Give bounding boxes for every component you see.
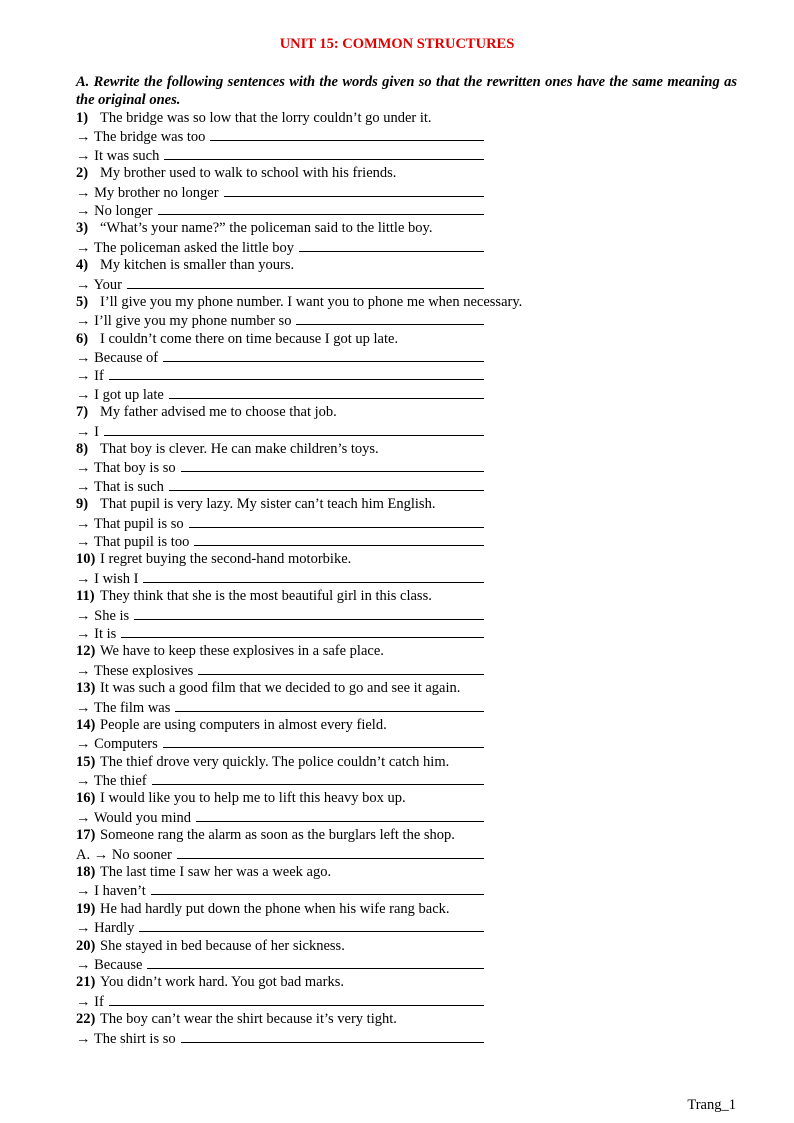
question-number: 7): [76, 404, 89, 421]
question-number: 15): [76, 753, 96, 770]
answer-line: [76, 422, 737, 440]
question-text: The bridge was so low that the lorry couldn’t go under it.: [100, 110, 432, 126]
question-item: [76, 1010, 737, 1028]
answer-line: [76, 238, 737, 256]
question-text: You didn’t work hard. You got bad marks.: [100, 974, 344, 991]
page-footer: Trang_1: [687, 1097, 736, 1113]
answer-line: [76, 808, 737, 826]
question-number: 10): [76, 551, 96, 568]
question-item: [76, 403, 737, 421]
question-item: [76, 753, 737, 771]
question-item: [76, 164, 737, 182]
question-item: [76, 293, 737, 311]
answer-line: [76, 1029, 737, 1047]
question-item: [76, 256, 737, 274]
answer-line: [76, 771, 737, 789]
answer-prompt: → That is such: [76, 478, 164, 495]
question-item: [76, 440, 737, 458]
question-number: 20): [76, 937, 96, 954]
answer-line: [76, 606, 737, 624]
question-number: 19): [76, 900, 96, 917]
question-text: I couldn’t come there on time because I got up late.: [100, 330, 399, 347]
answer-prompt: → The shirt is so: [76, 1030, 176, 1047]
answer-prompt: → No longer: [76, 202, 153, 219]
question-number: 16): [76, 790, 96, 807]
question-number: 13): [76, 680, 96, 697]
answer-blank[interactable]: [181, 1029, 484, 1043]
answer-line: [76, 992, 737, 1010]
answer-prompt: → It was such: [76, 147, 160, 164]
answer-blank[interactable]: [139, 918, 484, 932]
answer-line: [76, 845, 737, 863]
answer-line: [76, 146, 737, 164]
answer-blank[interactable]: [169, 477, 484, 491]
answer-prompt: → Your: [76, 276, 122, 293]
question-item: [76, 716, 737, 734]
answer-line: [76, 477, 737, 495]
question-item: [76, 219, 737, 237]
question-number: 17): [76, 827, 96, 844]
answer-blank[interactable]: [181, 458, 484, 472]
question-text: “What’s your name?” the policeman said to the little boy.: [100, 220, 433, 237]
answer-line: [76, 698, 737, 716]
answer-blank[interactable]: [296, 311, 484, 325]
question-number: 8): [76, 441, 89, 458]
answer-blank[interactable]: [194, 532, 484, 546]
question-item: [76, 679, 737, 697]
answer-blank[interactable]: [134, 606, 484, 620]
answer-line: [76, 569, 737, 587]
question-text: I would like you to help me to lift this heavy box up.: [100, 790, 406, 807]
question-text: I regret buying the second-hand motorbike.: [100, 551, 352, 568]
answer-line: [76, 918, 737, 936]
question-number: 18): [76, 864, 96, 881]
answer-line: [76, 661, 737, 679]
question-text: He had hardly put down the phone when his wife rang back.: [100, 900, 450, 917]
answer-blank[interactable]: [169, 385, 484, 399]
question-text: That boy is clever. He can make children’s toys.: [100, 441, 379, 458]
answer-prompt: → It is: [76, 625, 117, 642]
question-number: 5): [76, 293, 89, 310]
answer-prompt: → The thief: [76, 773, 147, 790]
answer-line: [76, 183, 737, 201]
question-number: 3): [76, 220, 89, 237]
question-item: [76, 550, 737, 568]
question-text: It was such a good film that we decided to go and see it again.: [100, 680, 461, 697]
question-text: The thief drove very quickly. The police couldn’t catch him.: [100, 753, 450, 770]
answer-blank[interactable]: [177, 845, 484, 859]
answer-line: [76, 311, 737, 329]
answer-line: [76, 348, 737, 366]
answer-prompt: → I wish I: [76, 570, 139, 587]
answer-line: [76, 458, 737, 476]
answer-prompt: A. → No sooner: [76, 846, 172, 863]
answer-line: [76, 624, 737, 642]
answer-blank[interactable]: [127, 275, 484, 289]
answer-line: [76, 201, 737, 219]
answer-blank[interactable]: [104, 422, 484, 436]
question-number: 22): [76, 1011, 96, 1028]
answer-line: [76, 734, 737, 752]
question-number: 21): [76, 974, 96, 991]
question-text: We have to keep these explosives in a safe place.: [100, 643, 384, 660]
page-title: UNIT 15: COMMON STRUCTURES: [279, 36, 515, 52]
answer-prompt: → That boy is so: [76, 460, 176, 477]
answer-line: [76, 955, 737, 973]
answer-prompt: → That pupil is too: [76, 533, 190, 550]
question-number: 2): [76, 165, 89, 182]
question-text: Someone rang the alarm as soon as the burglars left the shop.: [100, 827, 455, 844]
answer-line: [76, 532, 737, 550]
answer-prompt: → The policeman asked the little boy: [76, 239, 294, 256]
question-number: 12): [76, 643, 96, 660]
question-text: The boy can’t wear the shirt because it’s very tight.: [100, 1011, 397, 1028]
answer-blank[interactable]: [198, 661, 484, 675]
question-text: That pupil is very lazy. My sister can’t teach him English.: [100, 496, 436, 513]
question-number: 9): [76, 496, 89, 513]
answer-prompt: → I’ll give you my phone number so: [76, 313, 292, 330]
answer-prompt: → Because of: [76, 350, 159, 367]
question-text: They think that she is the most beautiful girl in this class.: [100, 588, 432, 605]
question-number: 4): [76, 257, 89, 274]
answer-blank[interactable]: [299, 238, 484, 252]
question-item: [76, 900, 737, 918]
answer-blank[interactable]: [163, 348, 484, 362]
answer-line: [76, 366, 737, 384]
answer-prompt: → The bridge was too: [76, 129, 206, 146]
question-text: My father advised me to choose that job.: [100, 404, 337, 421]
answer-blank[interactable]: [210, 127, 484, 141]
answer-prompt: → My brother no longer: [76, 184, 219, 201]
question-number: 14): [76, 716, 96, 733]
answer-prompt: → Computers: [76, 736, 158, 753]
answer-prompt: → Would you mind: [76, 809, 191, 826]
question-text: She stayed in bed because of her sickness.: [100, 937, 345, 954]
answer-blank[interactable]: [163, 734, 484, 748]
question-item: [76, 863, 737, 881]
question-number: 11): [76, 588, 95, 605]
question-item: [76, 973, 737, 991]
answer-blank[interactable]: [109, 992, 484, 1006]
answer-blank[interactable]: [109, 366, 484, 380]
answer-prompt: → The film was: [76, 699, 171, 716]
answer-prompt: → That pupil is so: [76, 515, 184, 532]
answer-blank[interactable]: [147, 955, 484, 969]
answer-line: [76, 385, 737, 403]
answer-line: [76, 127, 737, 145]
question-item: [76, 937, 737, 955]
answer-blank[interactable]: [189, 514, 484, 528]
answer-blank[interactable]: [224, 183, 484, 197]
question-item: [76, 642, 737, 660]
section-instructions: A. Rewrite the following sentences with the words given so that the rewritten ones have the same meaning as the original ones.: [76, 74, 737, 109]
exercise-list: [76, 109, 737, 1047]
question-text: My kitchen is smaller than yours.: [100, 257, 295, 274]
answer-prompt: → Hardly: [76, 920, 135, 937]
answer-prompt: → She is: [76, 607, 130, 624]
answer-prompt: → These explosives: [76, 662, 194, 679]
question-item: [76, 587, 737, 605]
question-number: 1): [76, 110, 89, 126]
question-item: [76, 789, 737, 807]
question-item: [76, 330, 737, 348]
answer-blank[interactable]: [151, 881, 484, 895]
answer-prompt: → I got up late: [76, 386, 164, 403]
answer-line: [76, 881, 737, 899]
answer-line: [76, 275, 737, 293]
answer-blank[interactable]: [152, 771, 484, 785]
question-text: People are using computers in almost every field.: [100, 716, 387, 733]
question-text: My brother used to walk to school with his friends.: [100, 165, 397, 182]
question-item: [76, 109, 737, 127]
answer-blank[interactable]: [121, 624, 484, 638]
answer-blank[interactable]: [196, 808, 484, 822]
answer-line: [76, 514, 737, 532]
answer-prompt: → If: [76, 993, 104, 1010]
question-text: The last time I saw her was a week ago.: [100, 864, 332, 881]
answer-blank[interactable]: [143, 569, 484, 583]
question-text: I’ll give you my phone number. I want you to phone me when necessary.: [100, 293, 523, 310]
answer-prompt: → If: [76, 368, 104, 385]
answer-blank[interactable]: [175, 698, 484, 712]
question-number: 6): [76, 330, 89, 347]
answer-prompt: → I: [76, 423, 99, 440]
question-item: [76, 826, 737, 844]
answer-prompt: → Because: [76, 956, 143, 973]
answer-blank[interactable]: [158, 201, 484, 215]
answer-prompt: → I haven’t: [76, 883, 146, 900]
question-item: [76, 495, 737, 513]
answer-blank[interactable]: [164, 146, 484, 160]
